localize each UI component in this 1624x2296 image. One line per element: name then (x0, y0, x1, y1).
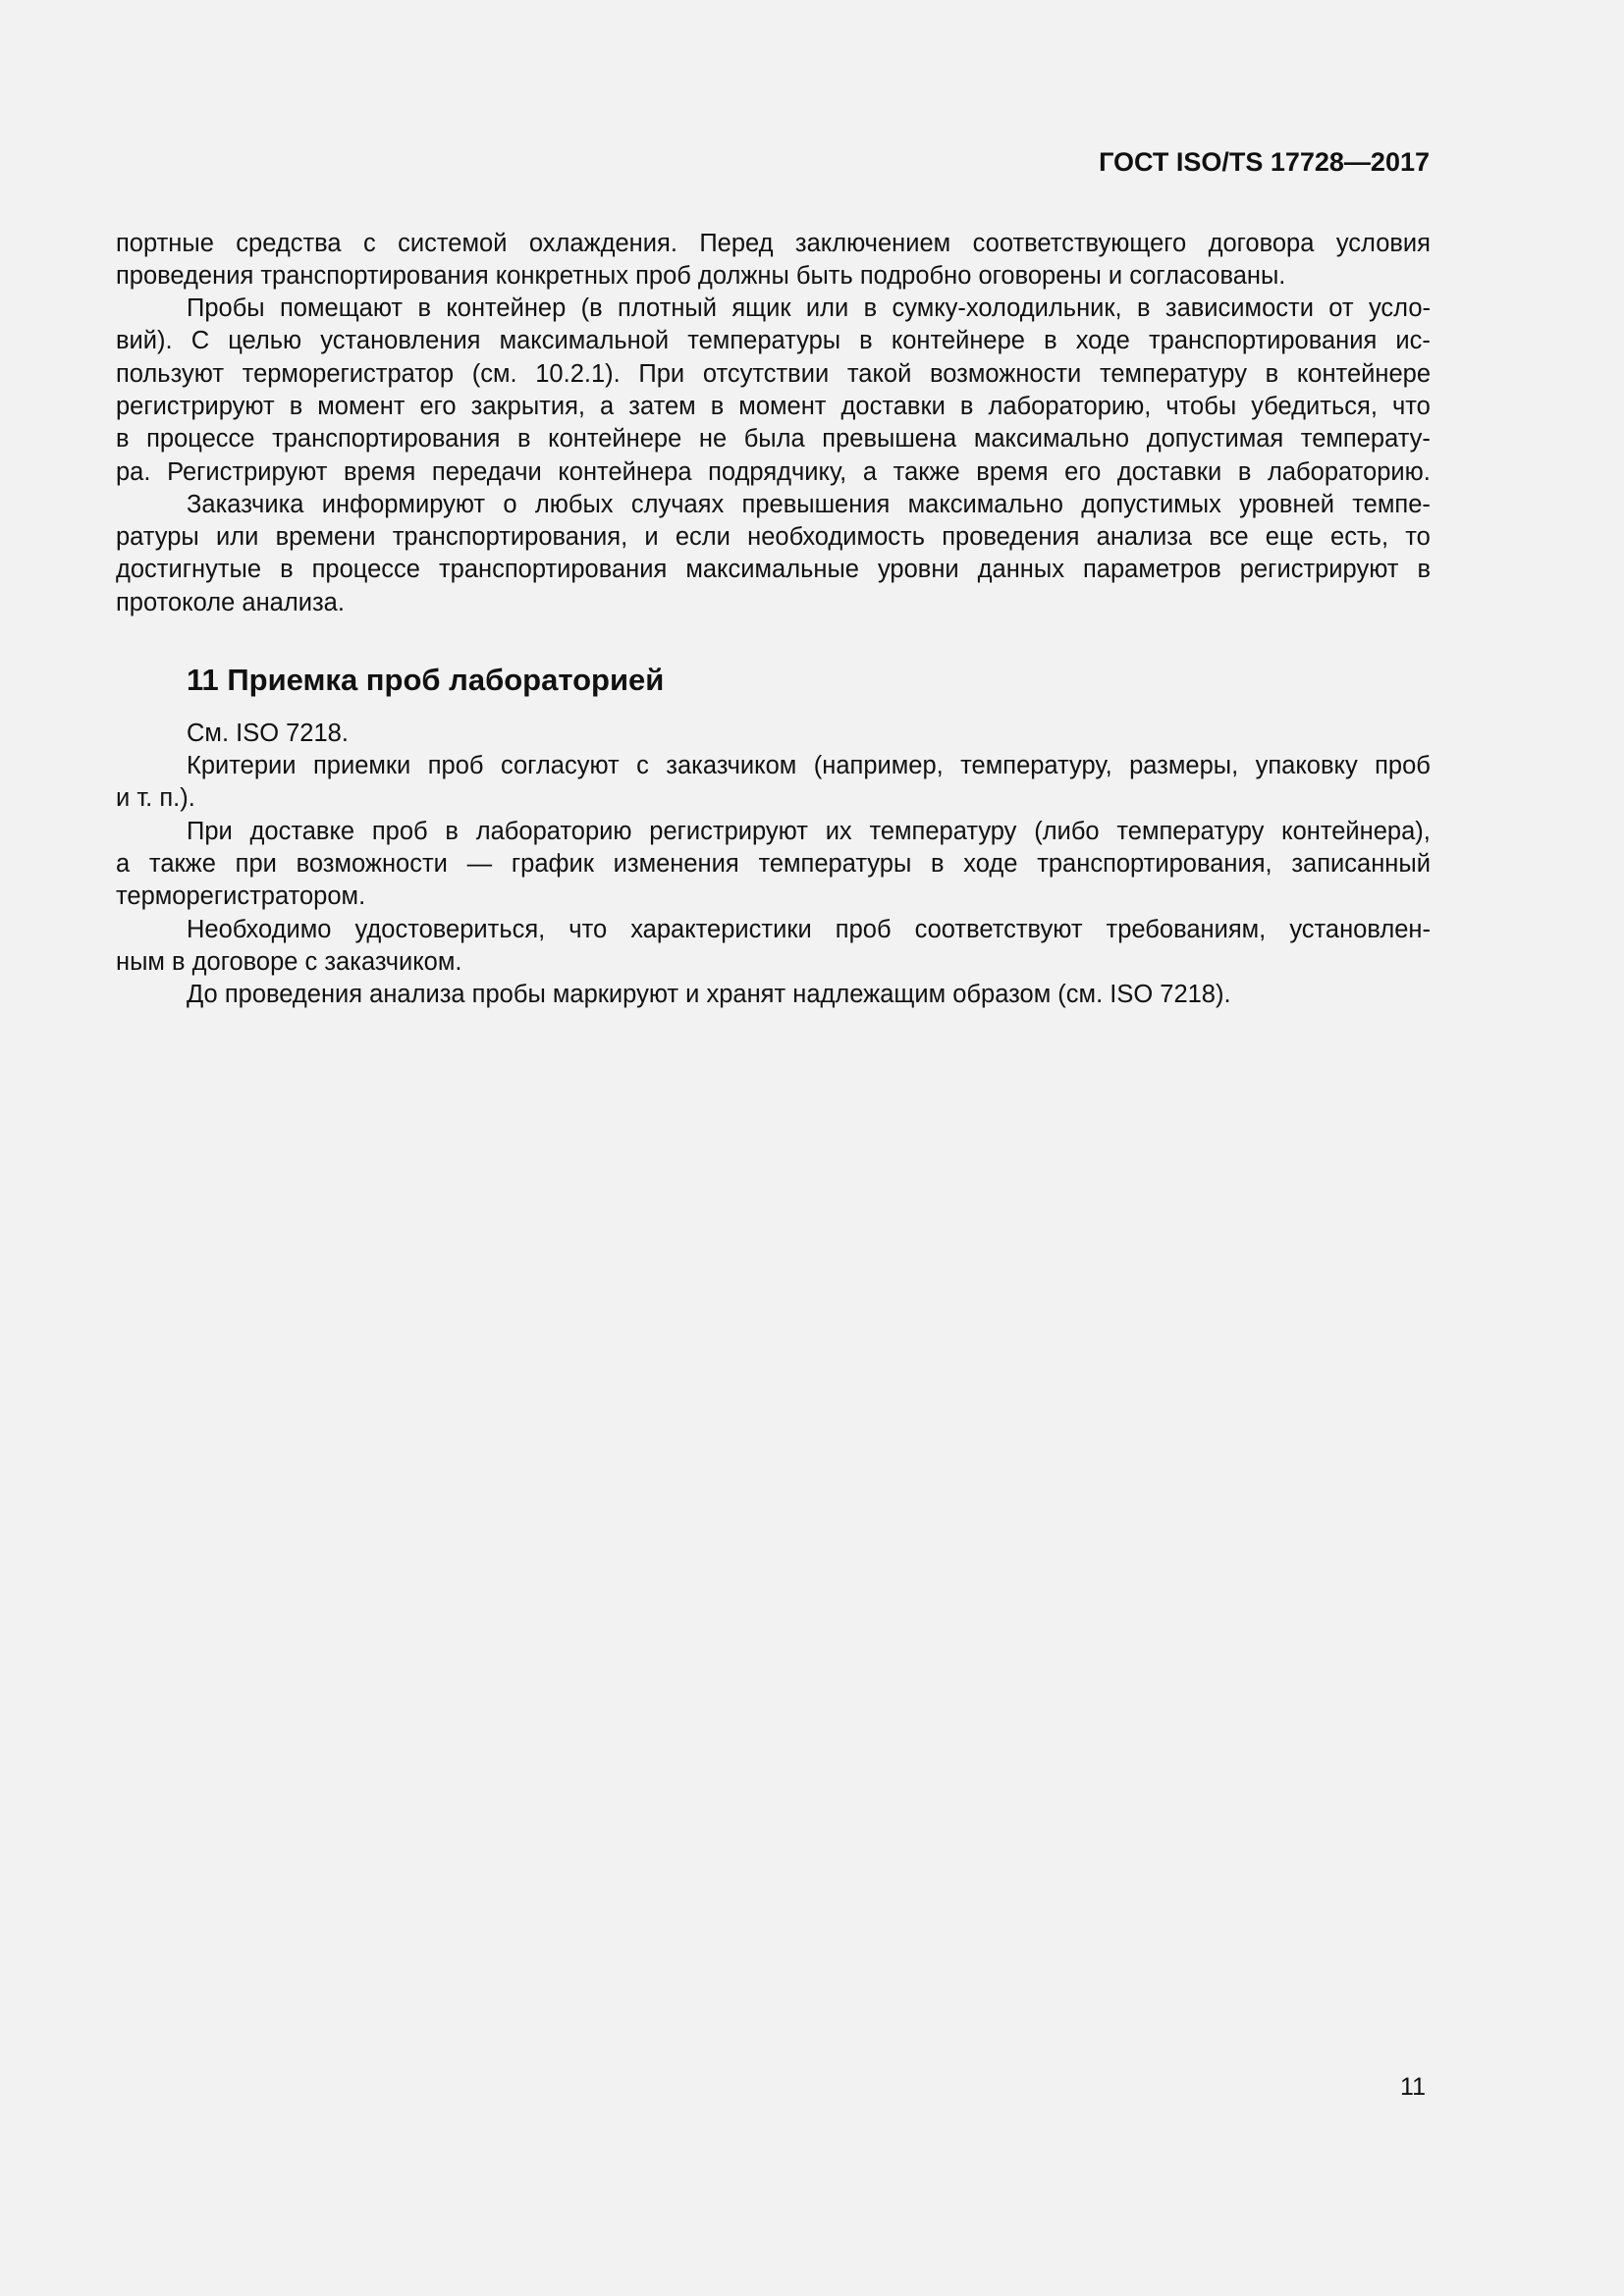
text-line: проведения транспортирования конкретных проб должны быть подробно оговорены и согласованы. (116, 262, 1286, 290)
text-line: ратуры или времени транспортирования, и если необходимость проведения анализа все еще есть, то (116, 523, 1431, 551)
text-line: протоколе анализа. (116, 589, 345, 616)
document-header-id: ГОСТ ISO/TS 17728—2017 (1099, 147, 1430, 177)
text-line: в процессе транспортирования в контейнере не была превышена максимально допустимая температу- (116, 425, 1431, 453)
text-line: ным в договоре с заказчиком. (116, 948, 462, 976)
text-line: регистрируют в момент его закрытия, а затем в момент доставки в лабораторию, чтобы убедиться, что (116, 393, 1431, 420)
page-number: 11 (1400, 2073, 1426, 2101)
text-line: а также при возможности — график изменения температуры в ходе транспортирования, записанный (116, 850, 1431, 878)
text-line: Заказчика информируют о любых случаях превышения максимально допустимых уровней темпе- (187, 491, 1431, 518)
text-line: достигнутые в процессе транспортирования максимальные уровни данных параметров регистрируют в (116, 556, 1431, 583)
text-line: портные средства с системой охлаждения. Перед заключением соответствующего договора условия (116, 230, 1431, 257)
text-line: и т. п.). (116, 784, 195, 812)
text-line: Необходимо удостовериться, что характеристики проб соответствуют требованиям, установлен- (187, 916, 1431, 943)
text-line: До проведения анализа пробы маркируют и хранят надлежащим образом (см. ISO 7218). (187, 981, 1231, 1008)
text-line: Критерии приемки проб согласуют с заказчиком (например, температуру, размеры, упаковку проб (187, 752, 1431, 779)
text-line: См. ISO 7218. (187, 720, 349, 747)
text-line: ра. Регистрируют время передачи контейнера подрядчику, а также время его доставки в лабораторию. (116, 458, 1431, 486)
text-line: Пробы помещают в контейнер (в плотный ящик или в сумку-холодильник, в зависимости от усло- (187, 294, 1431, 322)
text-line: При доставке проб в лабораторию регистрируют их температуру (либо температуру контейнера), (187, 818, 1431, 845)
section-heading: 11 Приемка проб лабораторией (187, 663, 665, 697)
text-line: вий). С целью установления максимальной температуры в контейнере в ходе транспортирования ис- (116, 327, 1431, 354)
text-line: пользуют терморегистратор (см. 10.2.1). При отсутствии такой возможности температуру в контейнере (116, 360, 1431, 388)
text-line: терморегистратором. (116, 882, 366, 910)
